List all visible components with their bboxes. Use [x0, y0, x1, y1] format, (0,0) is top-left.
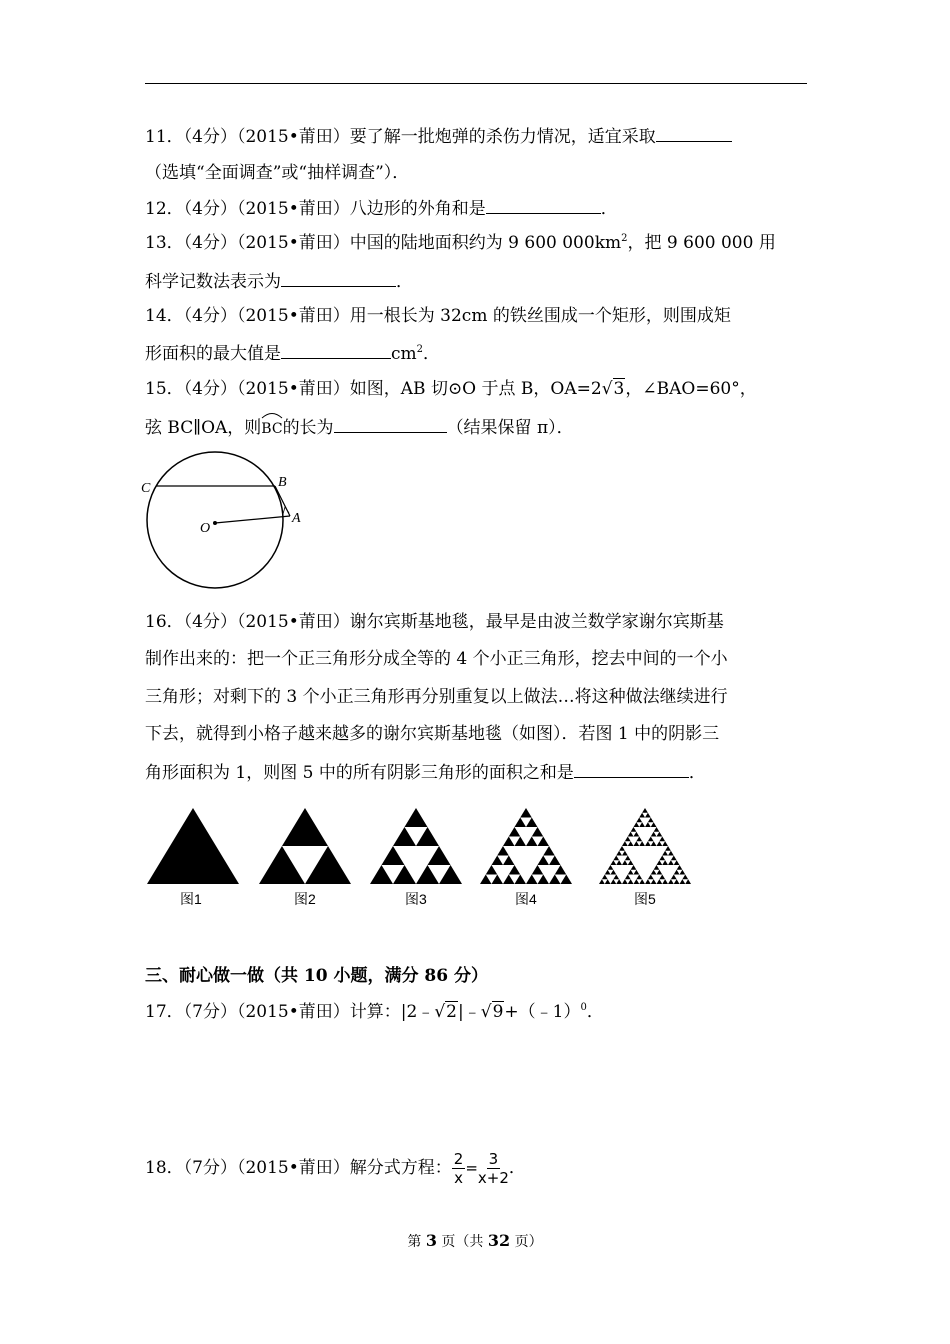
question-13-line1: 13．（4分）（2015•莆田）中国的陆地面积约为 9 600 $000km^2$，把 9 600 000 用 — [145, 233, 776, 253]
shaded-triangle — [611, 879, 617, 884]
answer-blank-12[interactable] — [486, 197, 601, 214]
shaded-triangle — [657, 860, 663, 865]
question-14-line1: 14．（4分）（2015•莆田）用一根长为 32cm 的铁丝围成一个矩形，则围成矩 — [145, 306, 731, 326]
center-point — [213, 521, 217, 525]
sierpinski-level-3 — [370, 808, 462, 884]
shaded-triangle — [428, 846, 451, 865]
shaded-triangle — [671, 856, 677, 861]
shaded-triangle — [645, 822, 651, 827]
shaded-triangle — [639, 822, 645, 827]
question-11-line2: （选填“全面调查”或“抽样调查”）． — [145, 163, 410, 183]
shaded-triangle — [393, 865, 416, 884]
shaded-triangle — [625, 875, 631, 880]
shaded-triangle — [662, 851, 668, 856]
question-14-line2: 形面积的最大值是 $cm^2$． — [145, 344, 441, 364]
shaded-triangle — [561, 875, 573, 885]
shaded-triangle — [503, 875, 515, 885]
shaded-triangle — [631, 865, 637, 870]
sierpinski-level-1 — [147, 808, 239, 884]
shaded-triangle — [677, 865, 683, 870]
shaded-triangle — [636, 875, 642, 880]
shaded-triangle — [659, 875, 665, 880]
circle-figure-15 — [138, 450, 308, 595]
shaded-triangle — [645, 841, 651, 846]
shaded-triangle — [648, 837, 654, 842]
question-18: 18．（7分）（2015•莆田）解分式方程： $\frac{2}{x}$ = $\frac{3}{x+2}$ ． — [145, 1150, 526, 1187]
answer-blank-14[interactable] — [281, 342, 391, 359]
shaded-triangle — [657, 870, 663, 875]
caption-fig5: 图5 — [634, 891, 656, 907]
shaded-triangle — [654, 827, 660, 832]
shaded-triangle — [645, 813, 651, 818]
shaded-triangle — [639, 879, 645, 884]
answer-blank-16[interactable] — [574, 761, 689, 778]
sqrt-2: √2 — [434, 1002, 457, 1022]
shaded-triangle — [532, 827, 544, 837]
shaded-triangle — [549, 875, 561, 885]
shaded-triangle — [382, 846, 405, 865]
shaded-triangle — [634, 870, 640, 875]
shaded-triangle — [668, 860, 674, 865]
question-11-line1: 11．（4分）（2015•莆田）要了解一批炮弹的杀伤力情况，适宜采取 — [145, 125, 732, 148]
shaded-triangle — [645, 879, 651, 884]
answer-blank-15[interactable] — [334, 416, 447, 433]
shaded-triangle — [608, 865, 614, 870]
shaded-triangle — [648, 875, 654, 880]
shaded-triangle — [651, 879, 657, 884]
shaded-triangle — [674, 860, 680, 865]
shaded-triangle — [416, 865, 439, 884]
shaded-triangle — [515, 875, 527, 885]
shaded-triangle — [639, 841, 645, 846]
shaded-triangle — [651, 841, 657, 846]
header-rule — [145, 83, 807, 84]
shaded-triangle — [674, 879, 680, 884]
shaded-triangle — [605, 879, 611, 884]
shaded-triangle — [634, 832, 640, 837]
caption-fig3: 图3 — [405, 891, 427, 907]
shaded-triangle — [685, 879, 691, 884]
shaded-triangle — [526, 837, 538, 847]
shaded-triangle — [628, 879, 634, 884]
shaded-triangle — [613, 875, 619, 880]
shaded-triangle — [659, 856, 665, 861]
shaded-triangle — [622, 851, 628, 856]
shaded-triangle — [682, 875, 688, 880]
shaded-triangle — [634, 879, 640, 884]
sierpinski-level-4 — [480, 808, 572, 884]
shaded-triangle — [642, 808, 648, 813]
sierpinski-level-5 — [599, 808, 691, 884]
shaded-triangle — [634, 841, 640, 846]
shaded-triangle — [628, 841, 634, 846]
shaded-triangle — [532, 865, 544, 875]
shaded-triangle — [674, 870, 680, 875]
shaded-triangle — [492, 875, 504, 885]
shaded-triangle — [613, 856, 619, 861]
shaded-triangle — [657, 832, 663, 837]
answer-blank-13[interactable] — [281, 270, 396, 287]
shaded-triangle — [497, 846, 509, 856]
label-a: A — [292, 511, 301, 526]
fraction-right: $\frac{3}{x+2}$ — [477, 1150, 509, 1187]
question-17: 17．（7分）（2015•莆田）计算：|2﹣√2|﹣√9+（﹣1）$^0$． — [145, 1002, 604, 1022]
shaded-triangle — [543, 846, 555, 856]
answer-blank-11[interactable] — [656, 125, 732, 142]
caption-fig2: 图2 — [294, 891, 316, 907]
shaded-triangle — [480, 875, 492, 885]
shaded-triangle — [616, 851, 622, 856]
shaded-triangle — [657, 879, 663, 884]
shaded-triangle — [405, 808, 428, 827]
label-o: O — [200, 521, 211, 536]
shaded-triangle — [503, 856, 515, 866]
shaded-triangle — [509, 865, 521, 875]
shaded-triangle — [526, 875, 538, 885]
shaded-triangle — [416, 827, 439, 846]
shaded-triangle — [616, 860, 622, 865]
shaded-triangle — [648, 818, 654, 823]
question-15-line2: 弦 BC∥OA，则 BC的长为 （结果保留 π）． — [145, 416, 574, 440]
question-16-line2: 制作出来的：把一个正三角形分成全等的 4 个小正三角形，挖去中间的一个小 — [145, 649, 728, 669]
shaded-triangle — [611, 870, 617, 875]
shaded-triangle — [636, 818, 642, 823]
question-16-line5: 角形面积为 1，则图 5 中的所有阴影三角形的面积之和是 ． — [145, 763, 706, 783]
question-16-line1: 16．（4分）（2015•莆田）谢尔宾斯基地毯，最早是由波兰数学家谢尔宾斯基 — [145, 612, 724, 632]
shaded-triangle — [639, 813, 645, 818]
shaded-triangle — [651, 870, 657, 875]
shaded-triangle — [625, 837, 631, 842]
shaded-triangle — [520, 808, 532, 818]
shaded-triangle — [549, 856, 561, 866]
shaded-triangle — [659, 837, 665, 842]
shaded-triangle — [616, 879, 622, 884]
shaded-triangle — [662, 860, 668, 865]
question-16-line4: 下去，就得到小格子越来越多的谢尔宾斯基地毯（如图）．若图 1 中的阴影三 — [145, 724, 720, 744]
shaded-triangle — [654, 865, 660, 870]
shaded-triangle — [662, 841, 668, 846]
shaded-triangle — [538, 875, 550, 885]
shaded-triangle — [439, 865, 462, 884]
shaded-triangle — [680, 879, 686, 884]
fraction-left: $\frac{2}{x}$ — [453, 1150, 464, 1187]
page-footer: 第 3 页（共 32 页） — [407, 1231, 543, 1250]
shaded-triangle — [305, 846, 351, 884]
shaded-triangle — [622, 879, 628, 884]
shaded-triangle — [628, 870, 634, 875]
shaded-triangle — [680, 870, 686, 875]
shaded-triangle — [619, 846, 625, 851]
question-13-line2: 科学记数法表示为 ． — [145, 272, 413, 292]
shaded-triangle — [515, 818, 527, 828]
shaded-triangle — [509, 827, 521, 837]
shaded-triangle — [393, 827, 416, 846]
shaded-triangle — [370, 865, 393, 884]
shaded-triangle — [492, 856, 504, 866]
shaded-triangle — [665, 846, 671, 851]
shaded-triangle — [526, 818, 538, 828]
sierpinski-level-2 — [259, 808, 351, 884]
sqrt-3: √3 — [601, 379, 625, 399]
shaded-triangle — [634, 822, 640, 827]
shaded-triangle — [538, 837, 550, 847]
shaded-triangle — [636, 837, 642, 842]
shaded-triangle — [628, 860, 634, 865]
shaded-triangle — [651, 832, 657, 837]
shaded-triangle — [503, 837, 515, 847]
shaded-triangle — [668, 851, 674, 856]
segment-oa — [215, 516, 290, 523]
sqrt-9: √9 — [480, 1002, 504, 1022]
arc-bc: BC — [261, 418, 282, 440]
shaded-triangle — [599, 879, 605, 884]
shaded-triangle — [622, 860, 628, 865]
shaded-triangle — [147, 808, 239, 884]
shaded-triangle — [628, 832, 634, 837]
sierpinski-figures — [140, 800, 700, 915]
shaded-triangle — [631, 827, 637, 832]
shaded-triangle — [602, 875, 608, 880]
shaded-triangle — [259, 846, 305, 884]
shaded-triangle — [605, 870, 611, 875]
shaded-triangle — [555, 865, 567, 875]
shaded-triangle — [657, 841, 663, 846]
section-heading: 三、耐心做一做（共 10 小题，满分 86 分） — [145, 966, 488, 986]
caption-fig4: 图4 — [515, 891, 537, 907]
shaded-triangle — [625, 856, 631, 861]
shaded-triangle — [282, 808, 328, 846]
shaded-triangle — [671, 875, 677, 880]
shaded-triangle — [622, 841, 628, 846]
shaded-triangle — [486, 865, 498, 875]
question-16-line3: 三角形；对剩下的 3 个小正三角形再分别重复以上做法…将这种做法继续进行 — [145, 687, 728, 707]
question-15-line1: 15．（4分）（2015•莆田）如图，AB 切⊙O 于点 B，OA=2√3，∠BAO=60°， — [145, 379, 757, 399]
circle-o — [147, 452, 283, 588]
shaded-triangle — [662, 879, 668, 884]
shaded-triangle — [515, 837, 527, 847]
question-12: 12．（4分）（2015•莆田）八边形的外角和是 ． — [145, 199, 618, 219]
shaded-triangle — [538, 856, 550, 866]
shaded-triangle — [651, 822, 657, 827]
shaded-triangle — [611, 860, 617, 865]
label-b: B — [278, 475, 287, 490]
shaded-triangle — [668, 879, 674, 884]
caption-fig1: 图1 — [180, 891, 202, 907]
label-c: C — [141, 481, 151, 496]
